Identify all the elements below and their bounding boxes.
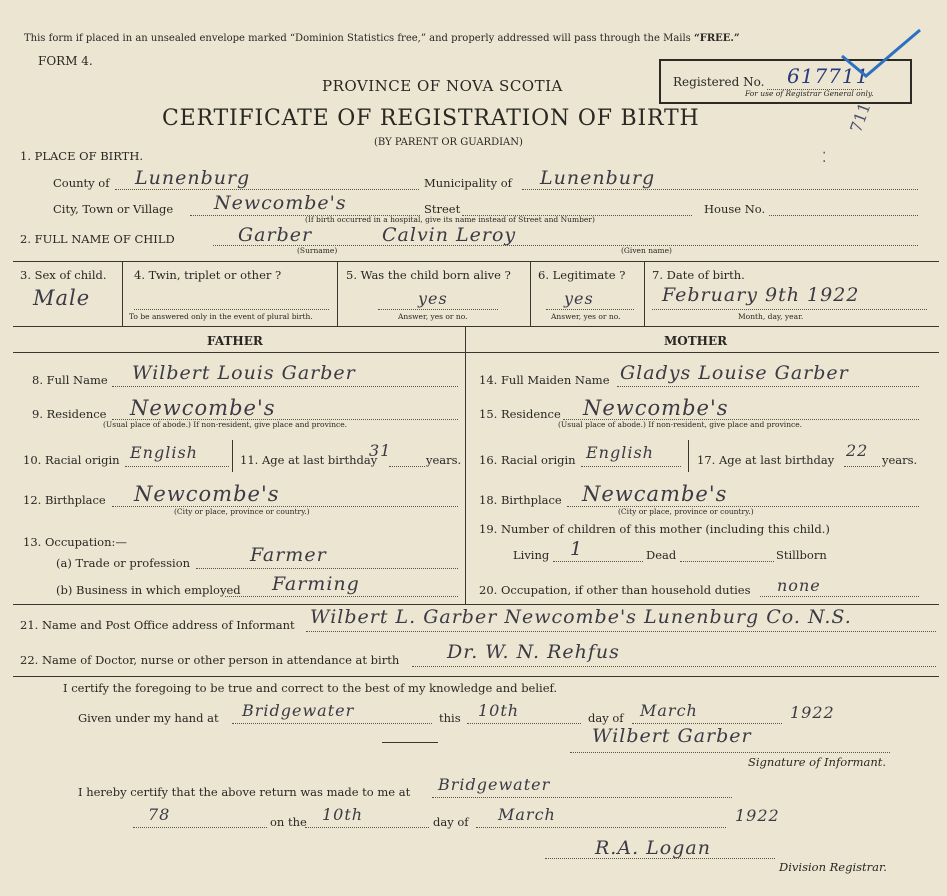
mother-birthplace-label: 18. Birthplace <box>479 493 562 507</box>
legitimate-value: yes <box>564 289 594 308</box>
month-2-value: March <box>498 805 556 824</box>
this-day-value: 10th <box>478 701 520 720</box>
father-birthplace-note: (City or place, province or country.) <box>174 507 310 516</box>
mother-residence-note: (Usual place of abode.) If non-resident, give place and province. <box>558 420 803 429</box>
mother-heading: MOTHER <box>664 334 728 348</box>
signature-label: Signature of Informant. <box>748 755 887 769</box>
father-name-label: 8. Full Name <box>32 373 108 387</box>
father-heading: FATHER <box>207 334 263 348</box>
father-name-value: Wilbert Louis Garber <box>132 362 356 384</box>
registered-number: 617711 <box>787 64 870 88</box>
mother-birthplace-value: Newcambe's <box>582 482 728 506</box>
registered-label: Registered No. <box>673 75 765 89</box>
given-place-value: Bridgewater <box>242 701 355 720</box>
trade-value: Farmer <box>250 544 327 566</box>
doctor-value: Dr. W. N. Rehfus <box>447 641 620 663</box>
father-birthplace-label: 12. Birthplace <box>23 493 106 507</box>
page-title: CERTIFICATE OF REGISTRATION OF BIRTH <box>162 106 700 131</box>
twin-label: 4. Twin, triplet or other ? <box>134 268 282 282</box>
sex-label: 3. Sex of child. <box>20 268 107 282</box>
dead-label: Dead <box>646 548 677 562</box>
trade-label: (a) Trade or profession <box>56 556 191 570</box>
mother-residence-label: 15. Residence <box>479 407 561 421</box>
given-name-note: (Given name) <box>621 246 672 255</box>
twin-note: To be answered only in the event of plural birth. <box>129 312 313 321</box>
municipality-label: Municipality of <box>424 176 512 190</box>
return-place-value: Bridgewater <box>438 775 551 794</box>
mother-birthplace-note: (City or place, province or country.) <box>618 507 754 516</box>
county-label: County of <box>53 176 110 190</box>
registrar-label: Division Registrar. <box>779 860 887 874</box>
living-value: 1 <box>570 538 584 560</box>
child-given-name: Calvin Leroy <box>382 224 517 246</box>
occupation-label: 13. Occupation:— <box>23 535 127 549</box>
father-racial-value: English <box>130 443 198 462</box>
legitimate-label: 6. Legitimate ? <box>538 268 626 282</box>
children-count-label: 19. Number of children of this mother (including this child.) <box>479 522 830 536</box>
mother-racial-label: 16. Racial origin <box>479 453 576 467</box>
alive-value: yes <box>418 289 448 308</box>
registrar-use-note: For use of Registrar General only. <box>745 89 874 98</box>
month-value: March <box>640 701 698 720</box>
hospital-note: (If birth occurred in a hospital, give its name instead of Street and Number) <box>305 215 595 224</box>
living-label: Living <box>513 548 550 562</box>
father-racial-label: 10. Racial origin <box>23 453 120 467</box>
birth-date-value: February 9th 1922 <box>662 284 860 306</box>
ink-stamp: 711 <box>846 99 875 136</box>
father-birthplace-value: Newcombe's <box>134 482 280 506</box>
on-the-label: on the <box>270 815 307 829</box>
province-heading: PROVINCE OF NOVA SCOTIA <box>322 77 563 95</box>
mother-residence-value: Newcombe's <box>583 396 729 420</box>
business-value: Farming <box>272 573 360 595</box>
mother-name-label: 14. Full Maiden Name <box>479 373 610 387</box>
doctor-label: 22. Name of Doctor, nurse or other person in attendance at birth <box>20 653 400 667</box>
mail-note <box>24 33 740 44</box>
mother-age-value: 22 <box>846 441 869 460</box>
city-label: City, Town or Village <box>53 202 174 216</box>
business-label: (b) Business in which employed <box>56 583 241 597</box>
father-residence-note: (Usual place of abode.) If non-resident, give place and province. <box>103 420 348 429</box>
alive-note: Answer, yes or no. <box>398 312 468 321</box>
given-under-label: Given under my hand at <box>78 711 219 725</box>
check-mark-icon <box>836 26 926 86</box>
mail-note-text: This form if placed in an unsealed envelope marked “Dominion Statistics free,” and properly addressed will pass through the Mails <box>24 33 691 44</box>
informant-label: 21. Name and Post Office address of Informant <box>20 618 295 632</box>
birth-date-label: 7. Date of birth. <box>652 268 745 282</box>
day-of-label-2: day of <box>433 815 469 829</box>
mother-age-label: 17. Age at last birthday <box>697 453 835 467</box>
this-label: this <box>439 711 461 725</box>
place-heading: 1. PLACE OF BIRTH. <box>20 149 144 163</box>
certify-statement: I certify the foregoing to be true and correct to the best of my knowledge and belief. <box>63 681 558 695</box>
mother-occupation-value: none <box>777 576 821 595</box>
registrar-signature: R.A. Logan <box>595 837 711 859</box>
municipality-value: Lunenburg <box>540 167 656 189</box>
day-of-label: day of <box>588 711 624 725</box>
registration-entry-value: 78 <box>148 805 171 824</box>
return-label: I hereby certify that the above return was made to me at <box>78 785 411 799</box>
legitimate-note: Answer, yes or no. <box>551 312 621 321</box>
father-residence-value: Newcombe's <box>130 396 276 420</box>
alive-label: 5. Was the child born alive ? <box>346 268 511 282</box>
informant-signature: Wilbert Garber <box>592 725 752 747</box>
year-value: 1922 <box>790 703 835 722</box>
form-number: FORM 4. <box>38 54 93 68</box>
child-surname: Garber <box>238 224 313 246</box>
street-label: Street <box>424 202 461 216</box>
mail-note-free: “FREE.” <box>694 33 740 44</box>
county-value: Lunenburg <box>135 167 251 189</box>
year-2-value: 1922 <box>735 806 780 825</box>
stillborn-label: Stillborn <box>776 548 827 562</box>
father-residence-label: 9. Residence <box>32 407 107 421</box>
mother-years: years. <box>882 453 918 467</box>
surname-note: (Surname) <box>297 246 338 255</box>
birth-date-note: Month, day, year. <box>738 312 804 321</box>
house-label: House No. <box>704 202 766 216</box>
informant-value: Wilbert L. Garber Newcombe's Lunenburg Co. N.S. <box>310 606 852 628</box>
father-age-value: 31 <box>369 441 392 460</box>
on-day-value: 10th <box>322 805 364 824</box>
father-age-label: 11. Age at last birthday <box>240 453 378 467</box>
mother-occupation-label: 20. Occupation, if other than household duties <box>479 583 751 597</box>
child-name-label: 2. FULL NAME OF CHILD <box>20 232 175 246</box>
stamp-dots: ⁚ <box>822 150 827 166</box>
page-subtitle: (BY PARENT OR GUARDIAN) <box>374 137 523 148</box>
father-years: years. <box>426 453 462 467</box>
city-value: Newcombe's <box>214 192 347 214</box>
mother-racial-value: English <box>586 443 654 462</box>
sex-value: Male <box>33 286 91 310</box>
mother-name-value: Gladys Louise Garber <box>620 362 849 384</box>
